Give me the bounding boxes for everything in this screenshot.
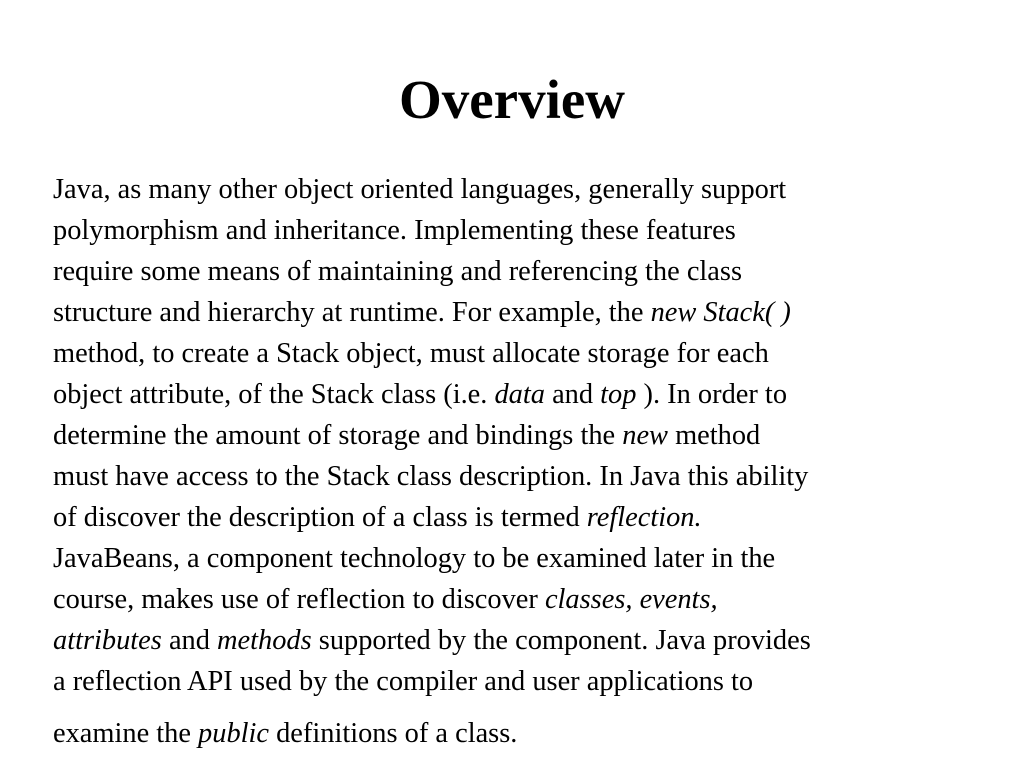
body-line bbox=[53, 251, 983, 292]
body-line bbox=[53, 579, 983, 620]
italic-term: reflection. bbox=[586, 502, 702, 533]
text-run: and bbox=[544, 379, 601, 410]
body-line bbox=[53, 497, 983, 538]
body-line bbox=[53, 415, 983, 456]
text-run: method bbox=[667, 420, 761, 451]
text-run: definitions of a class. bbox=[269, 718, 518, 749]
italic-term: new Stack( ) bbox=[650, 297, 791, 328]
text-run: supported by the component. Java provides bbox=[311, 625, 811, 656]
text-run: determine the amount of storage and bindings the bbox=[53, 420, 623, 451]
body-line bbox=[53, 292, 983, 333]
text-run: must have access to the Stack class description. In Java this ability bbox=[53, 461, 809, 492]
body-line bbox=[53, 333, 983, 374]
body-line bbox=[53, 713, 983, 754]
text-run: examine the bbox=[53, 718, 199, 749]
italic-term: top bbox=[600, 379, 637, 410]
text-run: JavaBeans, a component technology to be examined later in the bbox=[53, 543, 776, 574]
italic-term: new bbox=[622, 420, 668, 451]
body-line bbox=[53, 169, 983, 210]
body-line bbox=[53, 374, 983, 415]
body-line bbox=[53, 661, 983, 702]
text-run: course, makes use of reflection to discover bbox=[53, 584, 545, 615]
body-line bbox=[53, 456, 983, 497]
text-run: of discover the description of a class is termed bbox=[53, 502, 587, 533]
text-run: a reflection API used by the compiler and user applications to bbox=[53, 666, 754, 697]
italic-term: public bbox=[198, 718, 270, 749]
text-run: ). In order to bbox=[636, 379, 788, 410]
italic-term: methods bbox=[217, 625, 312, 656]
text-run: and bbox=[161, 625, 218, 656]
text-run: polymorphism and inheritance. Implementing these features bbox=[53, 215, 736, 246]
slide-body-text bbox=[53, 169, 983, 754]
text-run: Java, as many other object oriented languages, generally support bbox=[53, 174, 787, 205]
body-line bbox=[53, 538, 983, 579]
text-run: structure and hierarchy at runtime. For example, the bbox=[53, 297, 651, 328]
text-run: method, to create a Stack object, must allocate storage for each bbox=[53, 338, 769, 369]
italic-term: attributes bbox=[53, 625, 162, 656]
slide-title: Overview bbox=[398, 69, 625, 130]
body-line bbox=[53, 210, 983, 251]
italic-term: classes, events, bbox=[544, 584, 718, 615]
italic-term: data bbox=[494, 379, 545, 410]
text-run: require some means of maintaining and referencing the class bbox=[53, 256, 742, 287]
text-run: object attribute, of the Stack class (i.e. bbox=[53, 379, 495, 410]
body-line bbox=[53, 620, 983, 661]
